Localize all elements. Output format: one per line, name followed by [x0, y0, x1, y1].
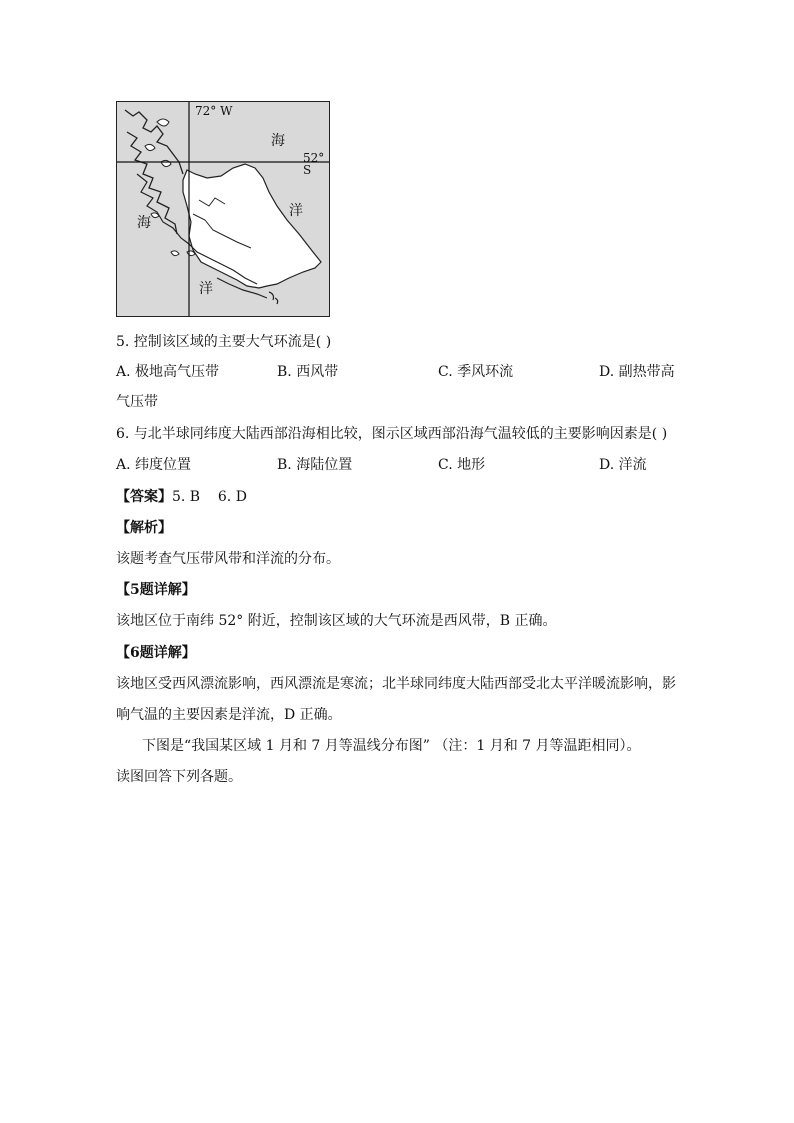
- detail-5-label: 【5题详解】: [116, 582, 196, 598]
- question-6-stem: 6. 与北半球同纬度大陆西部沿海相比较，图示区域西部沿海气温较低的主要影响因素是( ): [116, 426, 668, 442]
- answer-label: 【答案】: [116, 489, 172, 505]
- q6-option-d: D. 洋流: [599, 457, 647, 473]
- q5-option-c: C. 季风环流: [438, 364, 514, 380]
- next-intro-line1: 下图是“我国某区域 1 月和 7 月等温线分布图” （注：1 月和 7 月等温距相同）。: [142, 738, 641, 754]
- detail-6-text-line1: 该地区受西风漂流影响，西风漂流是寒流；北半球同纬度大陆西部受北太平洋暖流影响，影: [116, 676, 676, 692]
- q6-option-c: C. 地形: [438, 457, 486, 473]
- detail-6-text-line2: 响气温的主要因素是洋流，D 正确。: [116, 707, 342, 723]
- q6-option-a: A. 纬度位置: [116, 457, 192, 473]
- q5-option-d: D. 副热带高: [599, 364, 675, 380]
- q6-option-b: B. 海陆位置: [277, 457, 353, 473]
- q5-option-d-wrap: 气压带: [116, 394, 158, 410]
- sea-label-top: 海: [271, 133, 285, 149]
- sea-label-left: 海: [137, 215, 151, 231]
- ocean-label-bottom: 洋: [199, 281, 213, 297]
- detail-6-label: 【6题详解】: [116, 645, 196, 661]
- question-5-stem: 5. 控制该区域的主要大气环流是( ): [116, 334, 332, 350]
- latitude-label: 52° S: [303, 151, 325, 177]
- longitude-label: 72° W: [195, 104, 233, 118]
- map-figure: [116, 101, 330, 317]
- q5-option-a: A. 极地高气压带: [116, 364, 220, 380]
- answer-line: [116, 487, 247, 507]
- detail-5-text: 该地区位于南纬 52° 附近，控制该区域的大气环流是西风带，B 正确。: [116, 613, 557, 629]
- analysis-label: 【解析】: [116, 520, 172, 536]
- ocean-label-right: 洋: [289, 203, 303, 219]
- answer-text: 5. B 6. D: [172, 489, 247, 505]
- q5-option-b: B. 西风带: [277, 364, 339, 380]
- next-intro-line2: 读图回答下列各题。: [116, 769, 242, 785]
- analysis-text: 该题考查气压带风带和洋流的分布。: [116, 551, 340, 567]
